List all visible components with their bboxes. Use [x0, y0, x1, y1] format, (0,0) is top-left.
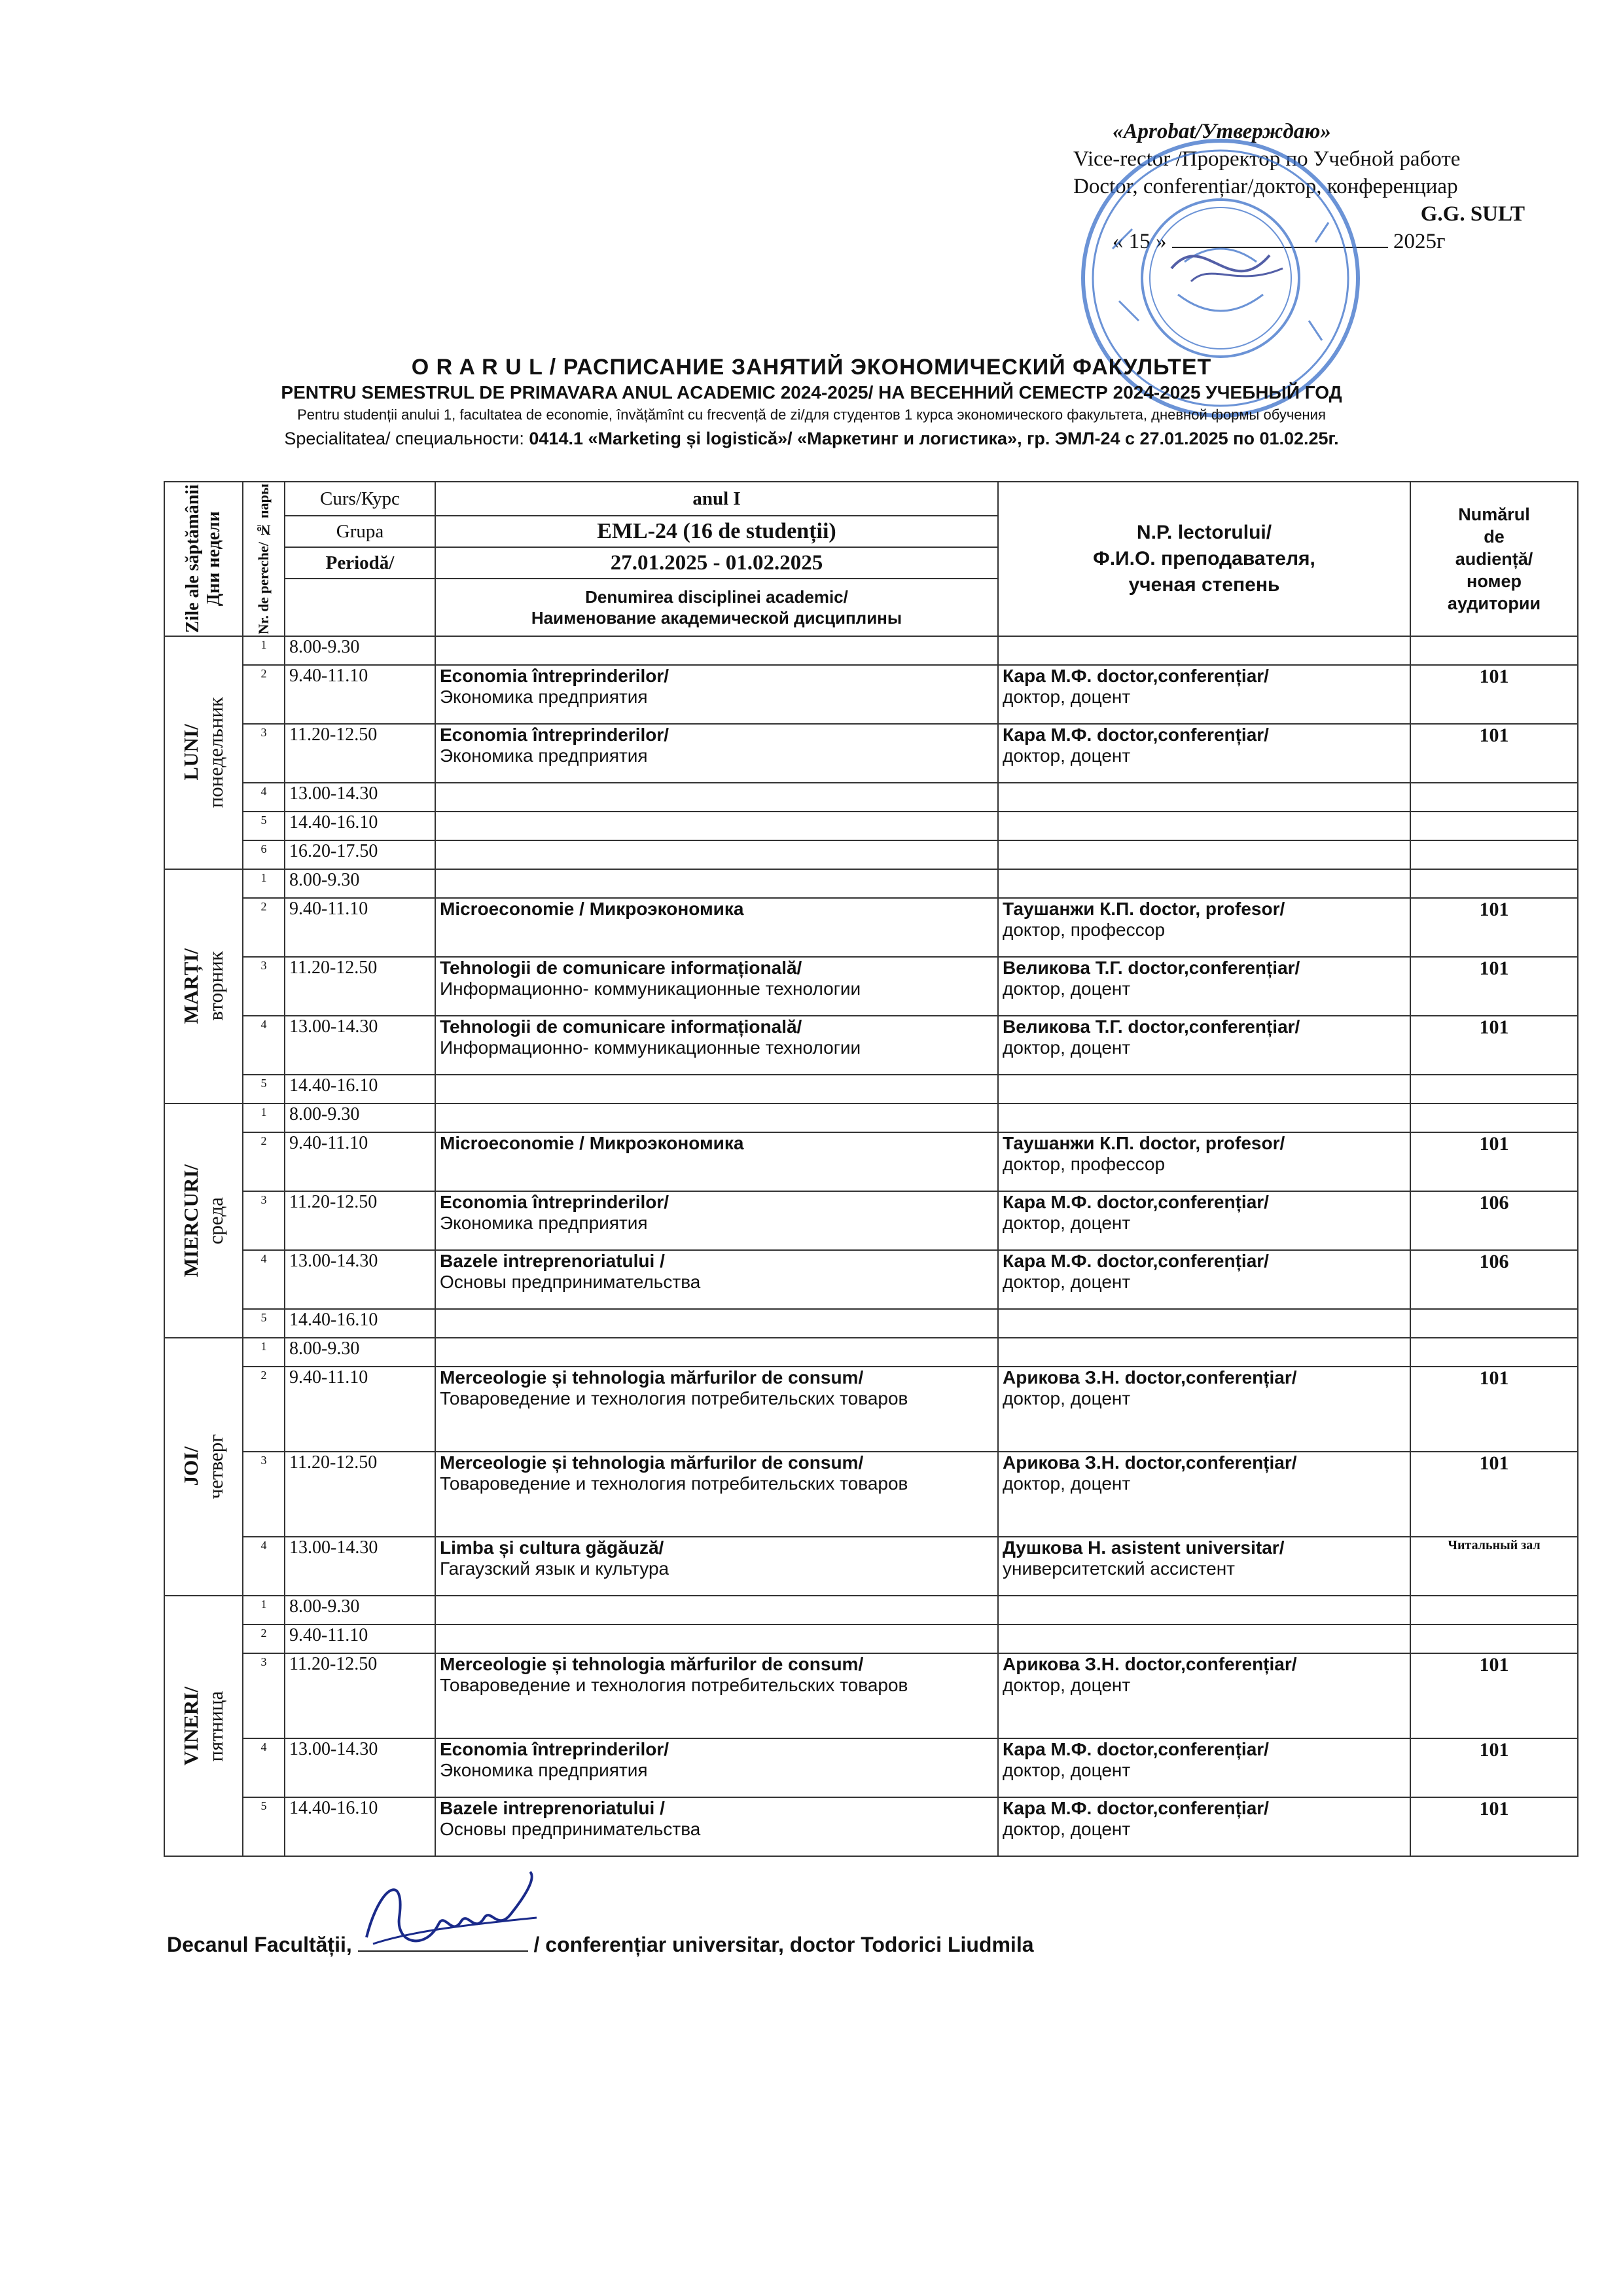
pair-time: 9.40-11.10: [285, 665, 435, 724]
day-name-ro: JOI/: [179, 1446, 202, 1487]
schedule-row: [164, 1596, 1578, 1624]
schedule-table: [164, 481, 1578, 1857]
lecturer-cell: [998, 957, 1410, 1016]
lecturer-name: Арикова З.Н. doctor,conferențiar/: [1003, 1452, 1297, 1473]
pair-number: 1: [243, 1596, 285, 1624]
schedule-row: [164, 1624, 1578, 1653]
header-room-3: audiență/: [1455, 549, 1533, 569]
schedule-row: [164, 812, 1578, 840]
specialty-label: Specialitatea/ специальности:: [284, 429, 529, 448]
discipline-cell: [435, 636, 998, 665]
discipline-cell: [435, 1309, 998, 1338]
lecturer-name: Кара М.Ф. doctor,conferențiar/: [1003, 666, 1269, 686]
discipline-cell: [435, 1653, 998, 1738]
header-period-label: Periodă/: [285, 547, 435, 579]
schedule-row: [164, 869, 1578, 898]
approval-block: [1073, 118, 1571, 255]
pair-number: 3: [243, 1191, 285, 1250]
header-period-value: 27.01.2025 - 01.02.2025: [435, 547, 998, 579]
pair-number: 4: [243, 1537, 285, 1596]
room-number: [1410, 1596, 1578, 1624]
pair-number: 2: [243, 1624, 285, 1653]
header-discipline-ro: Denumirea disciplinei academic/: [585, 587, 848, 607]
lecturer-cell: [998, 1103, 1410, 1132]
pair-number: 4: [243, 783, 285, 812]
header-days: [164, 482, 243, 636]
discipline-cell: [435, 1191, 998, 1250]
discipline-ru: Товароведение и технология потребительских товаров: [440, 1473, 908, 1494]
room-number: [1410, 783, 1578, 812]
pair-time: 14.40-16.10: [285, 1075, 435, 1103]
discipline-cell: [435, 1338, 998, 1367]
lecturer-cell: [998, 1016, 1410, 1075]
discipline-cell: [435, 1250, 998, 1309]
pair-number: 3: [243, 957, 285, 1016]
discipline-cell: [435, 665, 998, 724]
header-discipline: [435, 579, 998, 636]
pair-number: 5: [243, 1075, 285, 1103]
room-number: 101: [1410, 1132, 1578, 1191]
pair-time: 13.00-14.30: [285, 1738, 435, 1797]
schedule-row: [164, 636, 1578, 665]
pair-time: 8.00-9.30: [285, 1338, 435, 1367]
lecturer-degree: доктор, доцент: [1003, 687, 1131, 707]
lecturer-degree: доктор, доцент: [1003, 1388, 1131, 1408]
pair-time: 11.20-12.50: [285, 1452, 435, 1537]
pair-time: 9.40-11.10: [285, 1132, 435, 1191]
discipline-cell: [435, 1738, 998, 1797]
day-cell: [164, 1596, 243, 1856]
header-lecturer-3: ученая степень: [1128, 574, 1280, 596]
discipline-cell: [435, 1016, 998, 1075]
schedule-row: [164, 957, 1578, 1016]
day-name-ru: пятница: [204, 1691, 227, 1761]
header-course-value: anul I: [435, 482, 998, 516]
lecturer-cell: [998, 1452, 1410, 1537]
discipline-ru: Экономика предприятия: [440, 687, 648, 707]
pair-number: 4: [243, 1016, 285, 1075]
room-number: [1410, 1309, 1578, 1338]
lecturer-name: Арикова З.Н. doctor,conferențiar/: [1003, 1654, 1297, 1674]
discipline-ro: Economia întreprinderilor/: [440, 666, 669, 686]
pair-time: 9.40-11.10: [285, 898, 435, 957]
discipline-cell: [435, 1367, 998, 1452]
pair-number: 2: [243, 1132, 285, 1191]
lecturer-cell: [998, 665, 1410, 724]
pair-number: 2: [243, 665, 285, 724]
lecturer-cell: [998, 1797, 1410, 1856]
pair-number: 1: [243, 1338, 285, 1367]
lecturer-degree: доктор, профессор: [1003, 920, 1166, 940]
lecturer-name: Великова Т.Г. doctor,conferențiar/: [1003, 1016, 1300, 1037]
pair-time: 9.40-11.10: [285, 1624, 435, 1653]
lecturer-degree: доктор, доцент: [1003, 1760, 1131, 1780]
schedule-row: [164, 1103, 1578, 1132]
lecturer-cell: [998, 1596, 1410, 1624]
room-number: [1410, 869, 1578, 898]
header-group-value: EML-24 (16 de studenții): [435, 516, 998, 547]
schedule-row: [164, 898, 1578, 957]
discipline-ru: Товароведение и технология потребительских товаров: [440, 1675, 908, 1695]
header-discipline-ru: Наименование академической дисциплины: [531, 608, 902, 628]
pair-time: 13.00-14.30: [285, 783, 435, 812]
schedule-row: [164, 1537, 1578, 1596]
title-line-3: Pentru studenții anului 1, facultatea de economie, învățămînt cu frecvență de zi/для студентов 1 курса экономического факультета, дневной формы обучения: [297, 406, 1326, 423]
pair-number: 5: [243, 1797, 285, 1856]
schedule-row: [164, 1016, 1578, 1075]
lecturer-degree: доктор, доцент: [1003, 1473, 1131, 1494]
room-number: 101: [1410, 1367, 1578, 1452]
lecturer-name: Кара М.Ф. doctor,conferențiar/: [1003, 1251, 1269, 1271]
lecturer-name: Таушанжи К.П. doctor, profesor/: [1003, 1133, 1285, 1153]
discipline-cell: [435, 1075, 998, 1103]
pair-time: 16.20-17.50: [285, 840, 435, 869]
pair-time: 11.20-12.50: [285, 957, 435, 1016]
lecturer-cell: [998, 869, 1410, 898]
lecturer-degree: доктор, доцент: [1003, 1819, 1131, 1839]
approval-date-year: 2025г: [1393, 230, 1446, 253]
day-name-ru: четверг: [204, 1434, 227, 1499]
discipline-cell: [435, 1537, 998, 1596]
header-room-1: Numărul: [1458, 505, 1530, 524]
lecturer-cell: [998, 1309, 1410, 1338]
lecturer-name: Кара М.Ф. doctor,conferențiar/: [1003, 725, 1269, 745]
approval-degree: Doctor, conferențiar/доктор, конференциар: [1073, 175, 1458, 198]
header-pairs-label: Nr. de perechе/ № пары: [255, 483, 272, 635]
approval-name: G.G. SULT: [1420, 202, 1525, 226]
room-number: [1410, 636, 1578, 665]
lecturer-cell: [998, 898, 1410, 957]
day-cell: [164, 636, 243, 869]
room-number: [1410, 1338, 1578, 1367]
discipline-cell: [435, 1797, 998, 1856]
day-cell: [164, 1103, 243, 1338]
room-number: 101: [1410, 1797, 1578, 1856]
lecturer-cell: [998, 1338, 1410, 1367]
header-group-label: Grupa: [285, 516, 435, 547]
discipline-ro: Merceologie și tehnologia mărfurilor de consum/: [440, 1452, 864, 1473]
lecturer-cell: [998, 812, 1410, 840]
specialty-value: 0414.1 «Marketing și logistică»/ «Маркетинг и логистика», гр. ЭМЛ-24 с 27.01.2025 по 01.02.25г.: [529, 429, 1339, 448]
pair-time: 11.20-12.50: [285, 724, 435, 783]
header-empty: [285, 579, 435, 636]
pair-number: 4: [243, 1738, 285, 1797]
header-course-label: Curs/Курс: [285, 482, 435, 516]
schedule-row: [164, 1132, 1578, 1191]
schedule-row: [164, 840, 1578, 869]
lecturer-name: Кара М.Ф. doctor,conferențiar/: [1003, 1739, 1269, 1759]
lecturer-cell: [998, 1075, 1410, 1103]
room-number: [1410, 1624, 1578, 1653]
discipline-ru: Гагаузский язык и культура: [440, 1558, 669, 1579]
discipline-ro: Merceologie și tehnologia mărfurilor de consum/: [440, 1367, 864, 1388]
discipline-ro: Bazele intreprenoriatului /: [440, 1798, 665, 1818]
lecturer-degree: университетский ассистент: [1003, 1558, 1236, 1579]
header-room: [1410, 482, 1578, 636]
room-number: 101: [1410, 724, 1578, 783]
day-name-ru: вторник: [204, 951, 227, 1022]
schedule-row: [164, 1738, 1578, 1797]
room-number: 101: [1410, 957, 1578, 1016]
lecturer-degree: доктор, профессор: [1003, 1154, 1166, 1174]
discipline-cell: [435, 1103, 998, 1132]
header-lecturer-1: N.P. lectorului/: [1136, 522, 1272, 543]
schedule-row: [164, 1338, 1578, 1367]
approval-date: [1073, 228, 1571, 255]
day-name-ru: понедельник: [204, 697, 227, 808]
schedule-row: [164, 1367, 1578, 1452]
discipline-ru: Экономика предприятия: [440, 745, 648, 766]
pair-number: 1: [243, 1103, 285, 1132]
discipline-ru: Товароведение и технология потребительских товаров: [440, 1388, 908, 1408]
document-title: [98, 353, 1525, 452]
lecturer-cell: [998, 840, 1410, 869]
discipline-ru: Информационно- коммуникационные технологии: [440, 978, 861, 999]
discipline-cell: [435, 1452, 998, 1537]
room-number: [1410, 840, 1578, 869]
lecturer-cell: [998, 1191, 1410, 1250]
approval-title: «Aprobat/Утверждаю»: [1113, 120, 1331, 143]
pair-number: 4: [243, 1250, 285, 1309]
schedule-row: [164, 665, 1578, 724]
header-room-5: аудитории: [1447, 594, 1541, 613]
discipline-ro: Merceologie și tehnologia mărfurilor de consum/: [440, 1654, 864, 1674]
lecturer-cell: [998, 1367, 1410, 1452]
pair-time: 13.00-14.30: [285, 1537, 435, 1596]
lecturer-name: Кара М.Ф. doctor,conferențiar/: [1003, 1192, 1269, 1212]
schedule-row: [164, 1250, 1578, 1309]
pair-number: 1: [243, 869, 285, 898]
header-room-4: номер: [1467, 571, 1522, 591]
schedule-row: [164, 1653, 1578, 1738]
pair-number: 3: [243, 1653, 285, 1738]
lecturer-cell: [998, 724, 1410, 783]
day-name-ro: MIERCURI/: [179, 1164, 202, 1278]
pair-number: 2: [243, 1367, 285, 1452]
room-number: 101: [1410, 665, 1578, 724]
dean-footer: [167, 1931, 1034, 1957]
pair-time: 13.00-14.30: [285, 1016, 435, 1075]
discipline-ro: Microeconomie / Микроэкономика: [440, 899, 744, 919]
room-number: [1410, 812, 1578, 840]
lecturer-name: Душкова Н. asistent universitar/: [1003, 1537, 1285, 1558]
lecturer-degree: доктор, доцент: [1003, 978, 1131, 999]
room-number: Читальный зал: [1410, 1537, 1578, 1596]
pair-number: 3: [243, 1452, 285, 1537]
header-lecturer: [998, 482, 1410, 636]
discipline-ro: Economia întreprinderilor/: [440, 725, 669, 745]
pair-time: 8.00-9.30: [285, 636, 435, 665]
lecturer-cell: [998, 1132, 1410, 1191]
dean-label: Decanul Facultății,: [167, 1933, 352, 1956]
approval-date-day: « 15 »: [1113, 230, 1167, 253]
pair-time: 14.40-16.10: [285, 812, 435, 840]
pair-time: 13.00-14.30: [285, 1250, 435, 1309]
approval-date-line: [1172, 228, 1388, 248]
discipline-ru: Информационно- коммуникационные технологии: [440, 1037, 861, 1058]
discipline-ro: Microeconomie / Микроэкономика: [440, 1133, 744, 1153]
lecturer-name: Кара М.Ф. doctor,conferențiar/: [1003, 1798, 1269, 1818]
discipline-cell: [435, 957, 998, 1016]
header-days-ru: Дни недели: [204, 511, 224, 607]
pair-number: 3: [243, 724, 285, 783]
pair-time: 14.40-16.10: [285, 1797, 435, 1856]
discipline-ro: Bazele intreprenoriatului /: [440, 1251, 665, 1271]
pair-time: 11.20-12.50: [285, 1653, 435, 1738]
approval-position: Vice-rector /Проректор по Учебной работе: [1073, 147, 1461, 171]
pair-number: 5: [243, 812, 285, 840]
header-lecturer-2: Ф.И.О. преподавателя,: [1093, 548, 1315, 569]
discipline-cell: [435, 898, 998, 957]
discipline-ro: Economia întreprinderilor/: [440, 1739, 669, 1759]
pair-number: 2: [243, 898, 285, 957]
room-number: 101: [1410, 898, 1578, 957]
discipline-cell: [435, 869, 998, 898]
discipline-cell: [435, 783, 998, 812]
day-name-ru: среда: [204, 1196, 227, 1245]
room-number: [1410, 1103, 1578, 1132]
title-line-1: O R A R U L / РАСПИСАНИЕ ЗАНЯТИЙ ЭКОНОМИЧЕСКИЙ ФАКУЛЬТЕТ: [411, 355, 1212, 380]
room-number: [1410, 1075, 1578, 1103]
day-name-ro: LUNI/: [179, 724, 202, 781]
discipline-ru: Основы предпринимательства: [440, 1272, 701, 1292]
day-cell: [164, 869, 243, 1103]
lecturer-degree: доктор, доцент: [1003, 1675, 1131, 1695]
room-number: 106: [1410, 1191, 1578, 1250]
room-number: 101: [1410, 1016, 1578, 1075]
lecturer-cell: [998, 1537, 1410, 1596]
discipline-ro: Economia întreprinderilor/: [440, 1192, 669, 1212]
discipline-ru: Экономика предприятия: [440, 1760, 648, 1780]
lecturer-name: Таушанжи К.П. doctor, profesor/: [1003, 899, 1285, 919]
day-cell: [164, 1338, 243, 1596]
discipline-cell: [435, 812, 998, 840]
header-pairs: [243, 482, 285, 636]
schedule-row: [164, 724, 1578, 783]
discipline-ru: Основы предпринимательства: [440, 1819, 701, 1839]
pair-number: 6: [243, 840, 285, 869]
lecturer-cell: [998, 1738, 1410, 1797]
lecturer-cell: [998, 636, 1410, 665]
discipline-cell: [435, 724, 998, 783]
room-number: 101: [1410, 1738, 1578, 1797]
discipline-ru: Экономика предприятия: [440, 1213, 648, 1233]
lecturer-cell: [998, 1250, 1410, 1309]
schedule-row: [164, 1797, 1578, 1856]
discipline-cell: [435, 1624, 998, 1653]
pair-time: 8.00-9.30: [285, 869, 435, 898]
pair-time: 14.40-16.10: [285, 1309, 435, 1338]
discipline-cell: [435, 840, 998, 869]
lecturer-cell: [998, 1653, 1410, 1738]
discipline-ro: Tehnologii de comunicare informațională/: [440, 1016, 802, 1037]
discipline-cell: [435, 1596, 998, 1624]
pair-time: 11.20-12.50: [285, 1191, 435, 1250]
schedule-row: [164, 1075, 1578, 1103]
day-name-ro: VINERI/: [179, 1686, 202, 1766]
pair-number: 1: [243, 636, 285, 665]
header-days-ro: Zile ale săptămânii: [183, 484, 203, 634]
room-number: 101: [1410, 1452, 1578, 1537]
discipline-cell: [435, 1132, 998, 1191]
lecturer-name: Арикова З.Н. doctor,conferențiar/: [1003, 1367, 1297, 1388]
title-line-2: PENTRU SEMESTRUL DE PRIMAVARA ANUL ACADEMIC 2024-2025/ НА ВЕСЕННИЙ СЕМЕСТР 2024-2025 УЧЕБНЫЙ ГОД: [281, 382, 1342, 403]
schedule-row: [164, 1309, 1578, 1338]
day-name-ro: MARȚI/: [179, 948, 202, 1024]
lecturer-name: Великова Т.Г. doctor,conferențiar/: [1003, 958, 1300, 978]
header-room-2: de: [1484, 527, 1505, 547]
lecturer-degree: доктор, доцент: [1003, 1213, 1131, 1233]
schedule-row: [164, 783, 1578, 812]
discipline-ro: Tehnologii de comunicare informațională/: [440, 958, 802, 978]
schedule-row: [164, 1452, 1578, 1537]
lecturer-cell: [998, 1624, 1410, 1653]
lecturer-cell: [998, 783, 1410, 812]
pair-time: 9.40-11.10: [285, 1367, 435, 1452]
pair-number: 5: [243, 1309, 285, 1338]
room-number: 101: [1410, 1653, 1578, 1738]
signature-line: [358, 1931, 528, 1952]
lecturer-degree: доктор, доцент: [1003, 745, 1131, 766]
schedule-row: [164, 1191, 1578, 1250]
dean-signatory: / conferențiar universitar, doctor Todorici Liudmila: [533, 1933, 1034, 1956]
discipline-ro: Limba și cultura găgăuză/: [440, 1537, 664, 1558]
pair-time: 8.00-9.30: [285, 1596, 435, 1624]
lecturer-degree: доктор, доцент: [1003, 1272, 1131, 1292]
pair-time: 8.00-9.30: [285, 1103, 435, 1132]
lecturer-degree: доктор, доцент: [1003, 1037, 1131, 1058]
room-number: 106: [1410, 1250, 1578, 1309]
title-line-4: [98, 425, 1525, 452]
